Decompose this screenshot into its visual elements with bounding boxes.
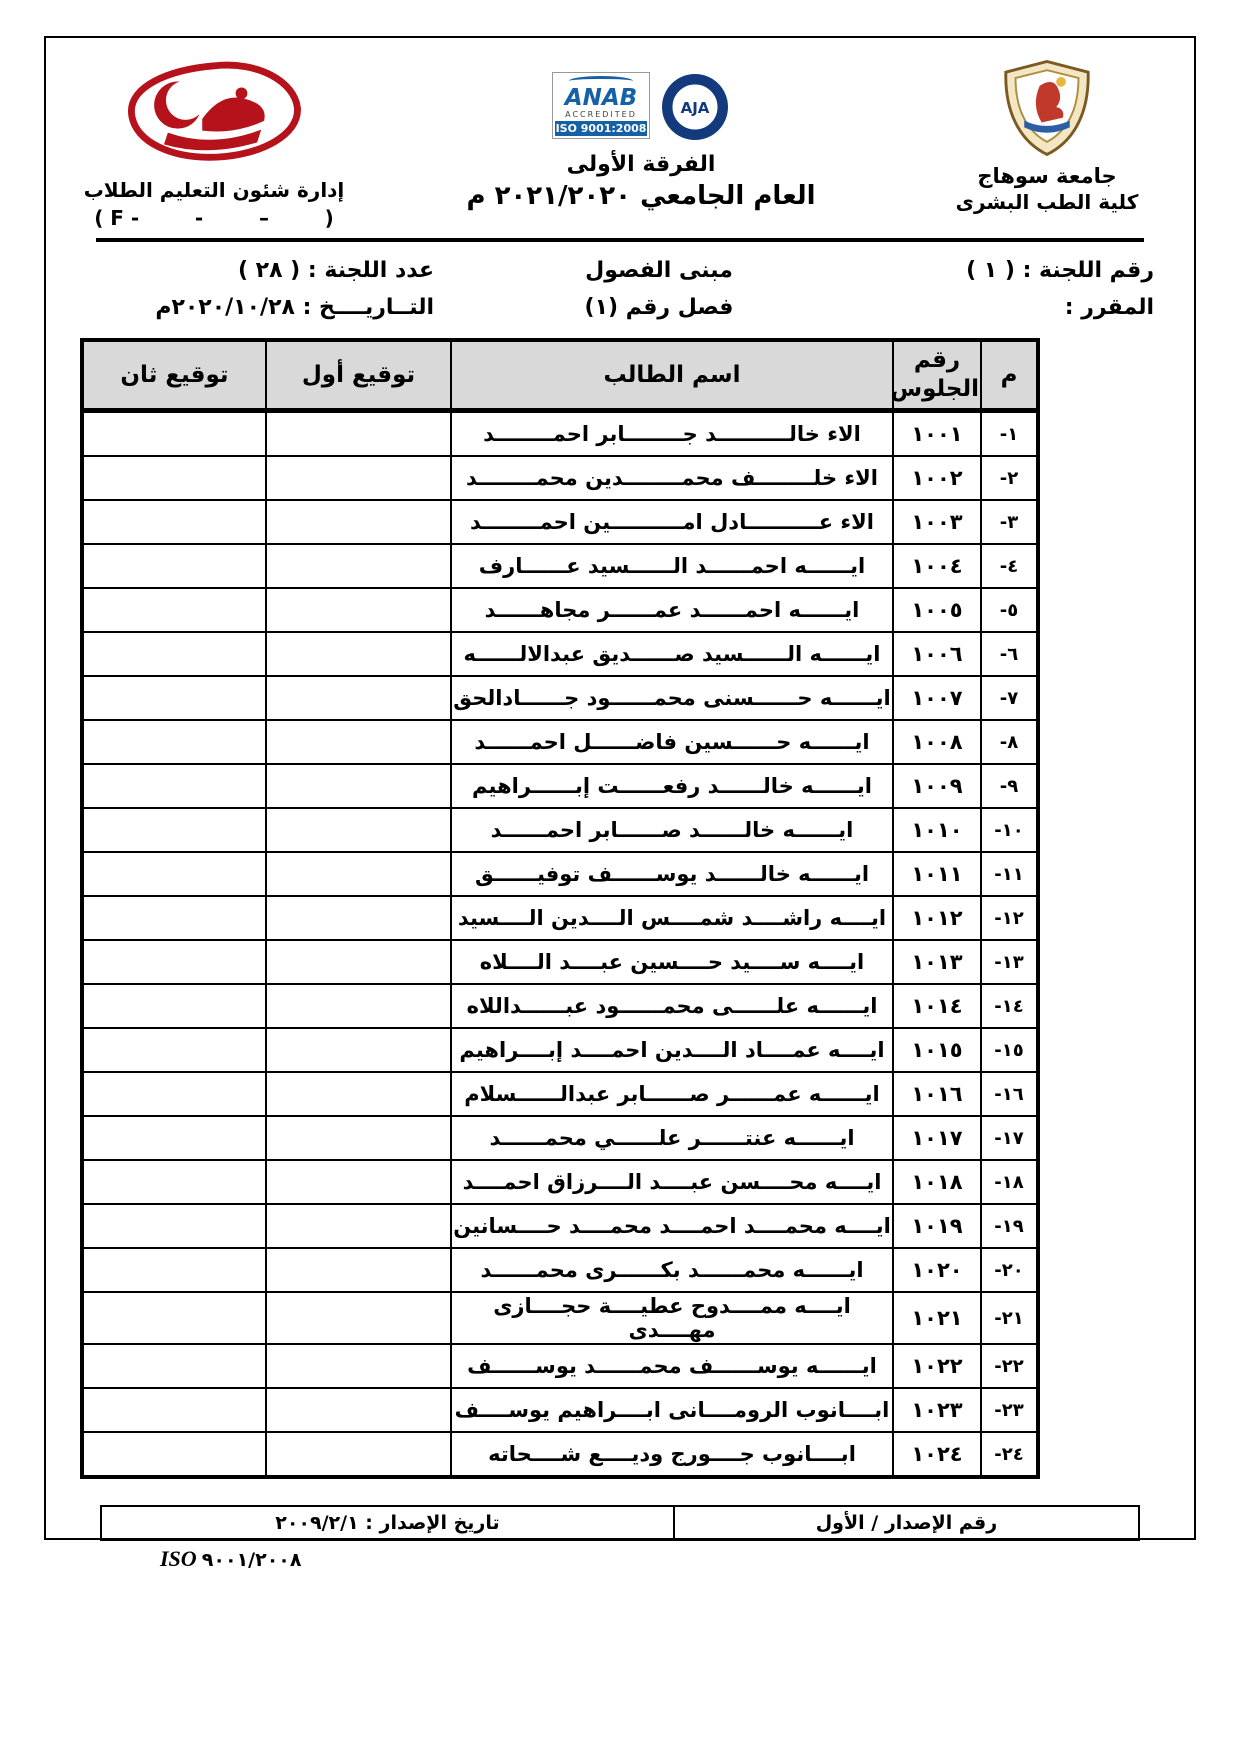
first-signature-cell xyxy=(266,852,451,896)
anab-iso-label: ISO 9001:2008 xyxy=(555,122,647,136)
university-name: جامعة سوهاج xyxy=(977,164,1117,188)
first-signature-cell xyxy=(266,1388,451,1432)
student-name: ايــــــه علــــــى محمــــــود عبــــــداللاه xyxy=(451,984,893,1028)
second-signature-cell xyxy=(82,808,266,852)
student-row xyxy=(82,1116,1038,1160)
iso-number: ٩٠٠١/٢٠٠٨ xyxy=(201,1549,302,1571)
student-row xyxy=(82,632,1038,676)
header-seat-number: رقم الجلوس xyxy=(893,340,981,411)
student-name: ايــــــه خالــــــد صــــــابر احمــــــد xyxy=(451,808,893,852)
form-code: ( F - - – ) xyxy=(94,206,334,230)
row-number: ١٢- xyxy=(981,896,1038,940)
student-name: ايــــــه محمــــــد بكــــــرى محمــــــد xyxy=(451,1248,893,1292)
student-name: ايــــه محــــسن عبــــد الــــرزاق احمــــد xyxy=(451,1160,893,1204)
aja-name: AJA xyxy=(680,99,710,117)
row-number: ٣- xyxy=(981,500,1038,544)
second-signature-cell xyxy=(82,456,266,500)
student-name: ايــــــه احمــــــد عمــــــر مجاهــــــد xyxy=(451,588,893,632)
building-name: مبنى الفصول xyxy=(585,258,733,283)
seat-number: ١٠٠٧ xyxy=(893,676,981,720)
second-signature-cell xyxy=(82,1292,266,1344)
first-signature-cell xyxy=(266,1028,451,1072)
seat-number: ١٠٢١ xyxy=(893,1292,981,1344)
seat-number: ١٠٢٠ xyxy=(893,1248,981,1292)
student-row xyxy=(82,940,1038,984)
second-signature-cell xyxy=(82,500,266,544)
second-signature-cell xyxy=(82,411,266,457)
student-row xyxy=(82,676,1038,720)
student-name: ايــــه ممــــدوح عطيــــة حجــــازى مهــــدى xyxy=(451,1292,893,1344)
second-signature-cell xyxy=(82,1432,266,1477)
issue-number: رقم الإصدار / الأول xyxy=(674,1506,1139,1540)
footer-table xyxy=(100,1505,1140,1541)
seat-number: ١٠٠٩ xyxy=(893,764,981,808)
second-signature-cell xyxy=(82,676,266,720)
row-number: ١٧- xyxy=(981,1116,1038,1160)
second-signature-cell xyxy=(82,1072,266,1116)
first-signature-cell xyxy=(266,544,451,588)
student-name: ايــــــه خالــــــد يوســــــف توفيــــــق xyxy=(451,852,893,896)
header-second-signature: توقيع ثان xyxy=(82,340,266,411)
course-label: المقرر : xyxy=(1064,295,1154,320)
faculty-of-medicine-logo-icon xyxy=(122,58,307,164)
seat-number: ١٠٠٨ xyxy=(893,720,981,764)
row-number: ٢- xyxy=(981,456,1038,500)
first-signature-cell xyxy=(266,1160,451,1204)
title-block xyxy=(360,58,922,238)
student-row xyxy=(82,544,1038,588)
class-number: فصل رقم (١) xyxy=(584,295,734,320)
anab-logo xyxy=(552,72,650,139)
second-signature-cell xyxy=(82,896,266,940)
seat-number: ١٠١٤ xyxy=(893,984,981,1028)
first-signature-cell xyxy=(266,1292,451,1344)
first-signature-cell xyxy=(266,1204,451,1248)
student-name: الاء خلــــــــف محمــــــــدين محمــــــــد xyxy=(451,456,893,500)
header-row-number: م xyxy=(981,340,1038,411)
student-row xyxy=(82,896,1038,940)
student-row xyxy=(82,456,1038,500)
seat-number: ١٠١٧ xyxy=(893,1116,981,1160)
student-row xyxy=(82,984,1038,1028)
second-signature-cell xyxy=(82,632,266,676)
seat-number: ١٠٠٥ xyxy=(893,588,981,632)
second-signature-cell xyxy=(82,1388,266,1432)
student-name: ايــــــه خالــــــد رفعــــــت إبــــــراهيم xyxy=(451,764,893,808)
student-name: ايــــه ســــيد حــــسين عبــــد الــــلاه xyxy=(451,940,893,984)
row-number: ٢٣- xyxy=(981,1388,1038,1432)
first-signature-cell xyxy=(266,808,451,852)
student-row xyxy=(82,808,1038,852)
first-signature-cell xyxy=(266,1432,451,1477)
row-number: ٧- xyxy=(981,676,1038,720)
aja-registrars-logo-icon xyxy=(660,72,730,142)
seat-number: ١٠٠٦ xyxy=(893,632,981,676)
second-signature-cell xyxy=(82,852,266,896)
second-signature-cell xyxy=(82,1116,266,1160)
row-number: ٢٢- xyxy=(981,1344,1038,1388)
second-signature-cell xyxy=(82,984,266,1028)
student-name: ايــــــه احمــــــد الــــــسيد عــــــارف xyxy=(451,544,893,588)
row-number: ٨- xyxy=(981,720,1038,764)
student-name: ابــــانوب جــــورج وديــــع شــــحاته xyxy=(451,1432,893,1477)
seat-number: ١٠١٠ xyxy=(893,808,981,852)
first-signature-cell xyxy=(266,411,451,457)
row-number: ١٦- xyxy=(981,1072,1038,1116)
seat-number: ١٠١١ xyxy=(893,852,981,896)
student-name: ايــــــه الــــــسيد صــــــديق عبدالالــــــه xyxy=(451,632,893,676)
first-signature-cell xyxy=(266,1072,451,1116)
seat-number: ١٠٢٤ xyxy=(893,1432,981,1477)
first-signature-cell xyxy=(266,764,451,808)
student-name: ابــــانوب الرومــــانى ابــــراهيم يوســــف xyxy=(451,1388,893,1432)
seat-number: ١٠٠١ xyxy=(893,411,981,457)
first-signature-cell xyxy=(266,500,451,544)
document-header xyxy=(46,38,1194,238)
seat-number: ١٠١٥ xyxy=(893,1028,981,1072)
iso-label: ISO xyxy=(160,1546,197,1571)
first-signature-cell xyxy=(266,588,451,632)
academic-year-title: العام الجامعي ٢٠٢١/٢٠٢٠ م xyxy=(466,181,816,211)
student-row xyxy=(82,1432,1038,1477)
row-number: ١٥- xyxy=(981,1028,1038,1072)
second-signature-cell xyxy=(82,544,266,588)
student-row xyxy=(82,1344,1038,1388)
seat-number: ١٠١٩ xyxy=(893,1204,981,1248)
university-block xyxy=(922,58,1172,238)
admin-block xyxy=(68,58,360,238)
committee-count: عدد اللجنة : ( ٢٨ ) xyxy=(237,258,434,283)
attendance-table xyxy=(80,338,1040,1479)
row-number: ٢٤- xyxy=(981,1432,1038,1477)
row-number: ٢٠- xyxy=(981,1248,1038,1292)
student-row xyxy=(82,852,1038,896)
first-signature-cell xyxy=(266,984,451,1028)
grade-title: الفرقة الأولى xyxy=(566,152,716,177)
student-row xyxy=(82,764,1038,808)
student-row xyxy=(82,1204,1038,1248)
second-signature-cell xyxy=(82,1344,266,1388)
first-signature-cell xyxy=(266,456,451,500)
student-row xyxy=(82,1072,1038,1116)
student-row xyxy=(82,1388,1038,1432)
seat-number: ١٠٠٣ xyxy=(893,500,981,544)
first-signature-cell xyxy=(266,632,451,676)
row-number: ١- xyxy=(981,411,1038,457)
row-number: ٤- xyxy=(981,544,1038,588)
first-signature-cell xyxy=(266,720,451,764)
student-name: ايــــــه حــــــسنى محمــــــود جــــــادالحق xyxy=(451,676,893,720)
issue-date: تاريخ الإصدار : ٢٠٠٩/٢/١ xyxy=(101,1506,674,1540)
second-signature-cell xyxy=(82,940,266,984)
student-row xyxy=(82,1160,1038,1204)
second-signature-cell xyxy=(82,764,266,808)
second-signature-cell xyxy=(82,1160,266,1204)
second-signature-cell xyxy=(82,720,266,764)
student-row xyxy=(82,1292,1038,1344)
student-name: الاء عــــــــــادل امــــــــــين احمــــــــد xyxy=(451,500,893,544)
seat-number: ١٠١٨ xyxy=(893,1160,981,1204)
student-row xyxy=(82,411,1038,457)
student-name: ايــــــه يوســــــف محمــــــد يوســــــف xyxy=(451,1344,893,1388)
seat-number: ١٠٢٢ xyxy=(893,1344,981,1388)
row-number: ١٩- xyxy=(981,1204,1038,1248)
university-shield-logo-icon xyxy=(1001,58,1093,158)
first-signature-cell xyxy=(266,1116,451,1160)
student-row xyxy=(82,588,1038,632)
anab-accredited-label: ACCREDITED xyxy=(565,110,637,120)
footer-row xyxy=(101,1506,1139,1540)
student-row xyxy=(82,720,1038,764)
student-row xyxy=(82,1248,1038,1292)
exam-date: التــاريــــخ : ٢٠٢٠/١٠/٢٨م xyxy=(155,295,434,320)
row-number: ١٨- xyxy=(981,1160,1038,1204)
second-signature-cell xyxy=(82,1248,266,1292)
seat-number: ١٠٠٢ xyxy=(893,456,981,500)
row-number: ٢١- xyxy=(981,1292,1038,1344)
committee-info xyxy=(46,242,1194,320)
row-number: ٩- xyxy=(981,764,1038,808)
seat-number: ١٠١٢ xyxy=(893,896,981,940)
student-name: الاء خالــــــــــد جــــــــابر احمــــــــد xyxy=(451,411,893,457)
student-name: ايــــــه عمــــــر صــــــابر عبدالــــــسلام xyxy=(451,1072,893,1116)
header-student-name: اسم الطالب xyxy=(451,340,893,411)
committee-number: رقم اللجنة : ( ١ ) xyxy=(966,258,1154,283)
row-number: ١١- xyxy=(981,852,1038,896)
admin-department-label: إدارة شئون التعليم الطلاب xyxy=(83,178,345,202)
header-first-signature: توقيع أول xyxy=(266,340,451,411)
row-number: ٦- xyxy=(981,632,1038,676)
seat-number: ١٠٢٣ xyxy=(893,1388,981,1432)
student-name: ايــــه عمــــاد الــــدين احمــــد إبــــراهيم xyxy=(451,1028,893,1072)
first-signature-cell xyxy=(266,1344,451,1388)
student-name: ايــــــه حــــــسين فاضــــــل احمــــــد xyxy=(451,720,893,764)
first-signature-cell xyxy=(266,1248,451,1292)
page-border xyxy=(44,36,1196,1540)
second-signature-cell xyxy=(82,1204,266,1248)
anab-name: ANAB xyxy=(564,85,638,111)
row-number: ١٤- xyxy=(981,984,1038,1028)
seat-number: ١٠١٣ xyxy=(893,940,981,984)
student-name: ايــــه محمــــد احمــــد محمــــد حــــسانين xyxy=(451,1204,893,1248)
row-number: ١٣- xyxy=(981,940,1038,984)
student-name: ايــــه راشــــد شمــــس الــــدين الــــسيد xyxy=(451,896,893,940)
faculty-name: كلية الطب البشرى xyxy=(955,190,1139,214)
accreditation-logos xyxy=(360,72,922,144)
student-row xyxy=(82,1028,1038,1072)
student-name: ايــــــه عنتــــــر علــــــي محمــــــد xyxy=(451,1116,893,1160)
student-row xyxy=(82,500,1038,544)
first-signature-cell xyxy=(266,896,451,940)
first-signature-cell xyxy=(266,940,451,984)
seat-number: ١٠١٦ xyxy=(893,1072,981,1116)
table-header-row xyxy=(82,340,1038,411)
row-number: ٥- xyxy=(981,588,1038,632)
first-signature-cell xyxy=(266,676,451,720)
second-signature-cell xyxy=(82,588,266,632)
student-rows xyxy=(82,411,1038,1478)
second-signature-cell xyxy=(82,1028,266,1072)
iso-certification-line xyxy=(160,1546,302,1572)
row-number: ١٠- xyxy=(981,808,1038,852)
seat-number: ١٠٠٤ xyxy=(893,544,981,588)
